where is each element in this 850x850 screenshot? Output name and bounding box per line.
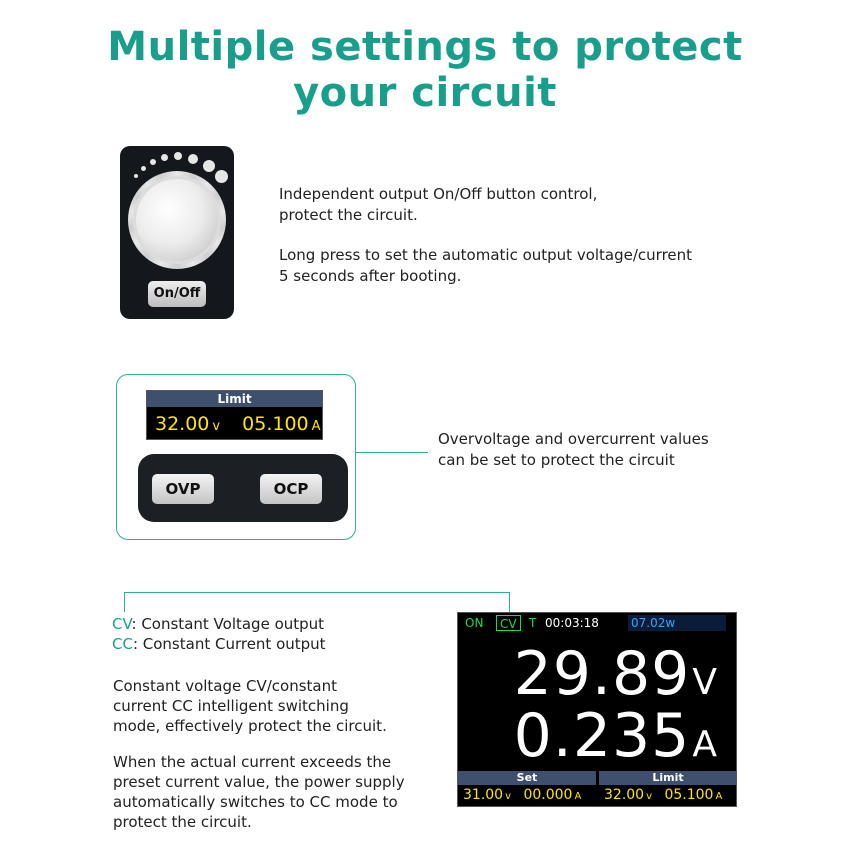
lcd-bottom-panels: [458, 771, 736, 807]
indicator-dot: [188, 154, 198, 164]
cc-text: : Constant Current output: [132, 635, 326, 653]
cv-text: : Constant Voltage output: [131, 615, 325, 633]
long-press-description: Long press to set the automatic output voltage/current 5 seconds after booting.: [279, 246, 693, 285]
knob-panel: [120, 146, 234, 319]
timer-value: 00:03:18: [545, 616, 599, 630]
indicator-dot: [141, 166, 146, 171]
ovp-button[interactable]: OVP: [152, 474, 214, 504]
output-on-indicator: ON: [465, 616, 484, 630]
limit-current-unit: A: [311, 419, 321, 434]
indicator-dot: [161, 154, 168, 161]
limit-voltage: 32.00: [155, 413, 210, 435]
cv-cc-description: Constant voltage CV/constant current CC intelligent switching mode, effectively protect the circuit.: [113, 677, 387, 735]
timer-label: T: [529, 616, 537, 630]
cv-definition: [112, 614, 324, 634]
set-values: 31.00 v 00.000 A: [463, 787, 582, 803]
cc-key: CC: [112, 635, 133, 653]
current-unit: A: [692, 724, 718, 765]
button-area: [138, 454, 348, 522]
rotary-knob[interactable]: [133, 176, 221, 264]
indicator-dot: [203, 160, 215, 172]
indicator-dot: [174, 152, 182, 160]
indicator-dot: [134, 174, 138, 178]
limit-header: Limit: [147, 391, 322, 407]
limit-panel-header: Limit: [599, 771, 737, 785]
lcd-status-bar: [458, 613, 736, 633]
on-off-button[interactable]: On/Off: [148, 281, 206, 307]
connector-line: [356, 452, 428, 453]
voltage-readout: 29.89V: [513, 639, 718, 709]
cc-switch-description: When the actual current exceeds the preset current value, the power supply automatically switches to CC mode to protect the circuit.: [113, 753, 405, 831]
limit-panel-values: 32.00 v 05.100 A: [604, 787, 723, 803]
voltage-unit: V: [692, 662, 718, 703]
power-readout: 07.02w: [628, 615, 726, 631]
title-line-2: your circuit: [293, 70, 557, 116]
mode-indicator: CV: [496, 615, 521, 631]
ocp-button[interactable]: OCP: [260, 474, 322, 504]
cc-definition: [112, 634, 326, 654]
limit-voltage-unit: v: [212, 419, 221, 434]
limit-panel: [599, 771, 737, 807]
protection-description: Overvoltage and overcurrent values can be set to protect the circuit: [438, 430, 709, 469]
cv-key: CV: [112, 615, 132, 633]
limit-values: [147, 408, 322, 440]
limit-screen: [146, 390, 323, 440]
indicator-dot: [215, 170, 228, 183]
page-title: [0, 24, 850, 116]
current-readout: 0.235A: [513, 701, 718, 771]
set-panel: [458, 771, 596, 807]
set-header: Set: [458, 771, 596, 785]
title-line-1: Multiple settings to protect: [107, 24, 743, 70]
lcd-display: [457, 612, 737, 807]
onoff-description: Independent output On/Off button control, protect the circuit.: [279, 185, 598, 224]
limit-current: 05.100: [242, 413, 309, 435]
indicator-dot: [150, 159, 156, 165]
